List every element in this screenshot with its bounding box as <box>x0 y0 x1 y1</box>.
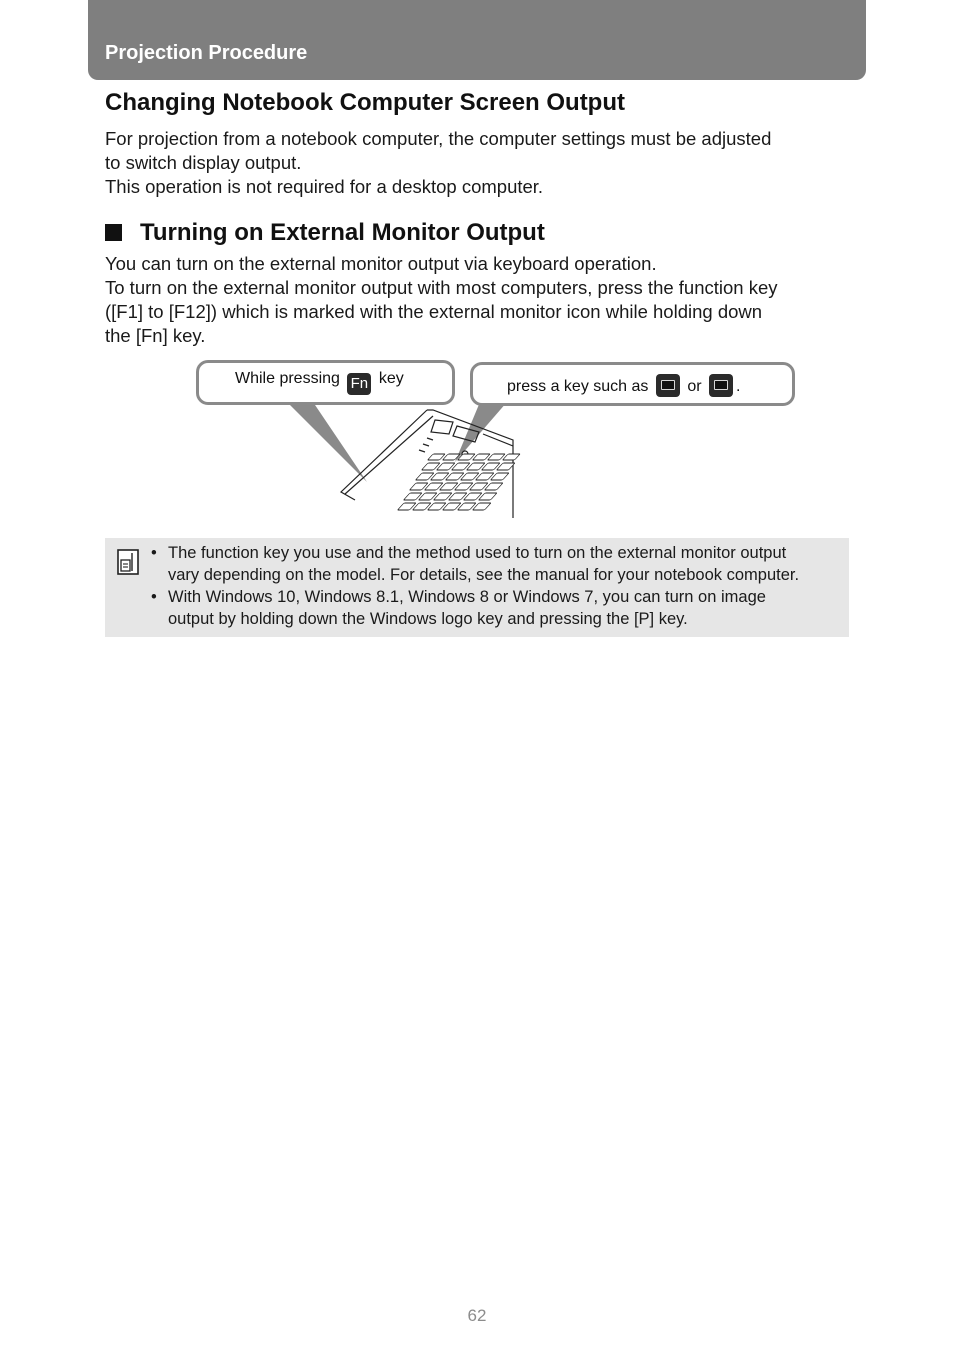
square-bullet-icon <box>105 224 122 241</box>
subsection-body <box>105 252 778 348</box>
intro-line: For projection from a notebook computer, the computer settings must be adjusted <box>105 128 772 149</box>
body-line: You can turn on the external monitor output via keyboard operation. <box>105 253 657 274</box>
subsection-title-text: Turning on External Monitor Output <box>140 219 545 246</box>
callout-right-middle: or <box>687 378 702 395</box>
callout-left-prefix: While pressing <box>235 370 340 387</box>
intro-line: This operation is not required for a desktop computer. <box>105 176 544 197</box>
keyboard-keys <box>383 454 535 510</box>
section-title: Changing Notebook Computer Screen Output <box>105 89 625 116</box>
page-number: 62 <box>467 1306 487 1325</box>
callout-right-prefix: press a key such as <box>507 378 649 395</box>
note-line: • The function key you use and the method used to turn on the external monitor output <box>168 544 787 562</box>
note-item <box>149 542 799 586</box>
body-line: the [Fn] key. <box>105 325 206 346</box>
callout-fn-key <box>196 360 455 405</box>
note-list <box>149 542 799 630</box>
keyboard-illustration <box>195 358 799 520</box>
section-intro <box>105 127 771 199</box>
body-line: To turn on the external monitor output with most computers, press the function key <box>105 277 778 298</box>
fn-key-icon: Fn <box>347 373 371 395</box>
callout-right-suffix: . <box>736 378 741 395</box>
external-monitor-key-icon <box>656 374 680 397</box>
header-title: Projection Procedure <box>105 42 308 64</box>
note-line: vary depending on the model. For details, see the manual for your notebook computer. <box>168 566 800 584</box>
body-line: ([F1] to [F12]) which is marked with the external monitor icon while holding down <box>105 301 763 322</box>
callout-monitor-key <box>470 362 795 406</box>
note-line: output by holding down the Windows logo key and pressing the [P] key. <box>168 610 688 628</box>
external-monitor-key-icon <box>709 374 733 397</box>
note-line: • With Windows 10, Windows 8.1, Windows 8 or Windows 7, you can turn on image <box>168 588 766 606</box>
header-band <box>88 0 866 80</box>
intro-line: to switch display output. <box>105 152 302 173</box>
note-box <box>105 538 849 637</box>
memo-icon <box>117 549 139 575</box>
callout-pointer-left <box>287 402 367 482</box>
callout-left-suffix: key <box>378 370 404 387</box>
note-item <box>149 586 799 630</box>
subsection-title <box>105 219 545 247</box>
